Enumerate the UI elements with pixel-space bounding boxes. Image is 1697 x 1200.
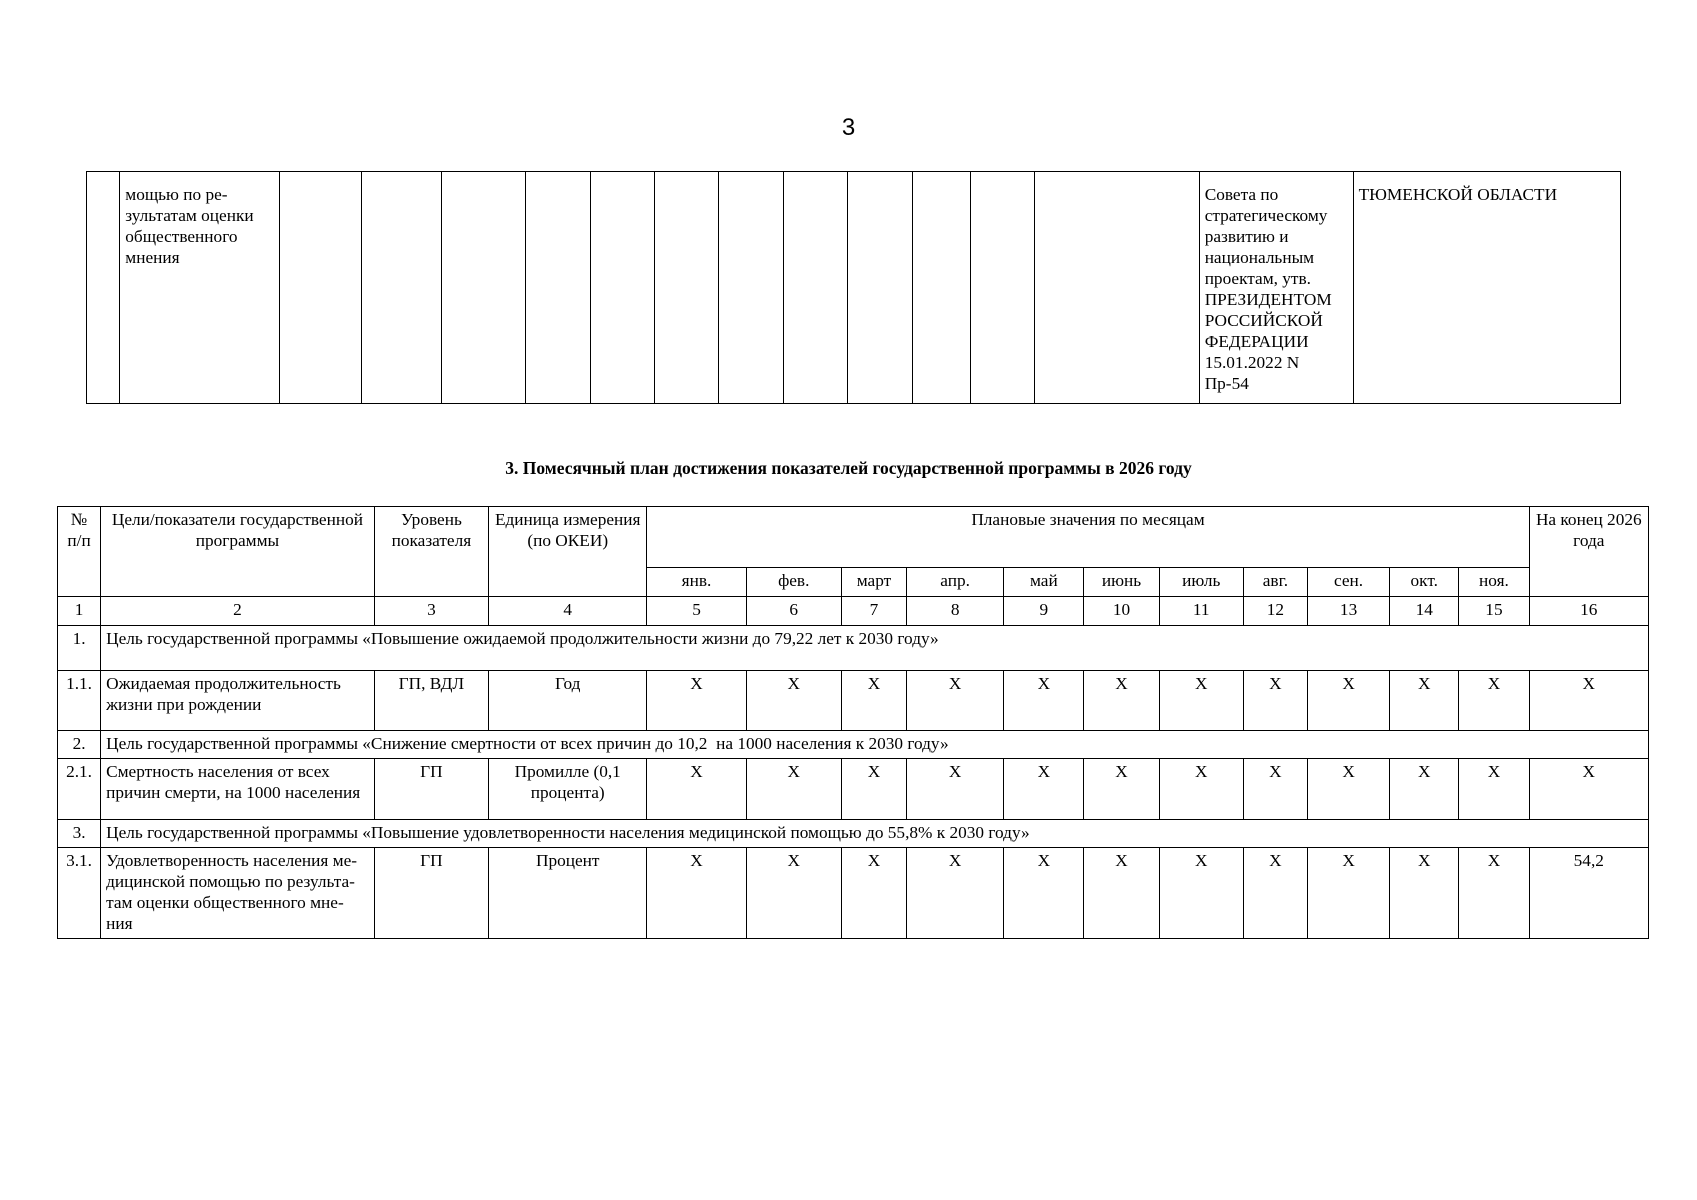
column-number: 7	[841, 597, 906, 626]
column-number: 6	[746, 597, 841, 626]
cont-indicator-name: мощью по ре- зультатам оценки общественного мнения	[120, 172, 280, 404]
month-value: X	[1159, 759, 1243, 820]
column-number: 10	[1084, 597, 1159, 626]
month-value: X	[1459, 671, 1529, 731]
column-number: 2	[101, 597, 375, 626]
month-header: авг.	[1243, 568, 1307, 597]
goal-text: Цель государственной программы «Снижение смертности от всех причин до 10,2 на 1000 населения к 2030 году»	[101, 731, 1649, 759]
month-value: X	[1459, 848, 1529, 939]
monthly-plan-table	[57, 506, 1649, 939]
month-value: X	[746, 848, 841, 939]
month-value: X	[841, 848, 906, 939]
cont-source	[1035, 172, 1199, 404]
indicator-num: 3.1.	[58, 848, 101, 939]
month-value: X	[1084, 848, 1159, 939]
month-value: X	[907, 759, 1004, 820]
month-value: X	[746, 759, 841, 820]
month-header: сен.	[1307, 568, 1389, 597]
month-value: X	[1390, 671, 1459, 731]
goal-row	[58, 626, 1649, 671]
goal-text: Цель государственной программы «Повышение ожидаемой продолжительности жизни до 79,22 лет к 2030 году»	[101, 626, 1649, 671]
cont-cell	[525, 172, 591, 404]
goal-num: 2.	[58, 731, 101, 759]
column-number: 16	[1529, 597, 1648, 626]
header-year-end: На конец 2026 года	[1529, 507, 1648, 597]
column-number: 15	[1459, 597, 1529, 626]
year-end-value: X	[1529, 759, 1648, 820]
header-row	[58, 507, 1649, 568]
column-number: 9	[1004, 597, 1084, 626]
indicator-name: Ожидаемая продолжительность жизни при рождении	[101, 671, 375, 731]
month-value: X	[1307, 759, 1389, 820]
indicator-unit: Процент	[489, 848, 647, 939]
cont-note: ТЮМЕНСКОЙ ОБЛАСТИ	[1353, 172, 1620, 404]
cont-cell	[280, 172, 361, 404]
column-number: 11	[1159, 597, 1243, 626]
cont-cell	[441, 172, 525, 404]
header-unit: Единица измерения (по ОКЕИ)	[489, 507, 647, 597]
indicator-unit: Год	[489, 671, 647, 731]
cont-cell	[970, 172, 1034, 404]
month-value: X	[647, 848, 746, 939]
section-title: 3. Помесячный план достижения показателей государственной программы в 2026 году	[505, 458, 1192, 478]
goal-num: 1.	[58, 626, 101, 671]
indicator-level: ГП, ВДЛ	[374, 671, 488, 731]
indicator-num: 1.1.	[58, 671, 101, 731]
cont-cell	[591, 172, 654, 404]
column-number: 13	[1307, 597, 1389, 626]
month-value: X	[1243, 759, 1307, 820]
goal-num: 3.	[58, 820, 101, 848]
month-header: июль	[1159, 568, 1243, 597]
month-value: X	[1307, 848, 1389, 939]
month-value: X	[1004, 848, 1084, 939]
year-end-value: 54,2	[1529, 848, 1648, 939]
month-header: июнь	[1084, 568, 1159, 597]
year-end-value: X	[1529, 671, 1648, 731]
column-number: 12	[1243, 597, 1307, 626]
cont-cell	[87, 172, 120, 404]
cont-cell	[654, 172, 718, 404]
month-value: X	[1084, 671, 1159, 731]
month-value: X	[746, 671, 841, 731]
goal-row	[58, 820, 1649, 848]
cont-region: Совета по стратегическому развитию и национальным проектам, утв. ПРЕЗИДЕНТОМ РОССИЙСКОЙ ФЕДЕРАЦИИ 15.01.2022 N Пр-54	[1199, 172, 1353, 404]
indicator-unit: Промилле (0,1 процента)	[489, 759, 647, 820]
month-value: X	[1459, 759, 1529, 820]
header-goal: Цели/показатели государственной программы	[101, 507, 375, 597]
header-num: № п/п	[58, 507, 101, 597]
month-value: X	[647, 759, 746, 820]
cont-cell	[783, 172, 847, 404]
cont-cell	[912, 172, 970, 404]
indicator-name: Удовлетворенность населения ме- дицинской помощью по результа- там оценки общественного мне- ния	[101, 848, 375, 939]
cont-cell	[719, 172, 783, 404]
cont-cell	[361, 172, 441, 404]
indicator-name: Смертность населения от всех причин смерти, на 1000 населения	[101, 759, 375, 820]
month-value: X	[1004, 671, 1084, 731]
month-value: X	[1243, 671, 1307, 731]
month-header: янв.	[647, 568, 746, 597]
month-value: X	[1159, 671, 1243, 731]
month-value: X	[1004, 759, 1084, 820]
indicator-level: ГП	[374, 759, 488, 820]
indicator-row	[58, 848, 1649, 939]
header-monthly: Плановые значения по месяцам	[647, 507, 1529, 568]
continuation-table	[86, 171, 1621, 404]
column-number: 5	[647, 597, 746, 626]
month-header: фев.	[746, 568, 841, 597]
header-level: Уровень показателя	[374, 507, 488, 597]
column-numbers-row	[58, 597, 1649, 626]
column-number: 3	[374, 597, 488, 626]
month-value: X	[907, 671, 1004, 731]
column-number: 1	[58, 597, 101, 626]
indicator-num: 2.1.	[58, 759, 101, 820]
month-value: X	[647, 671, 746, 731]
month-header: ноя.	[1459, 568, 1529, 597]
month-header: апр.	[907, 568, 1004, 597]
column-number: 4	[489, 597, 647, 626]
indicator-row	[58, 759, 1649, 820]
month-value: X	[1084, 759, 1159, 820]
month-value: X	[1307, 671, 1389, 731]
month-value: X	[1390, 759, 1459, 820]
cont-cell	[848, 172, 912, 404]
goal-row	[58, 731, 1649, 759]
indicator-level: ГП	[374, 848, 488, 939]
month-value: X	[841, 759, 906, 820]
month-value: X	[841, 671, 906, 731]
page-number: 3	[841, 114, 856, 141]
column-number: 14	[1390, 597, 1459, 626]
column-number: 8	[907, 597, 1004, 626]
month-value: X	[1243, 848, 1307, 939]
goal-text: Цель государственной программы «Повышение удовлетворенности населения медицинской помощью до 55,8% к 2030 году»	[101, 820, 1649, 848]
month-value: X	[1159, 848, 1243, 939]
indicator-row	[58, 671, 1649, 731]
month-value: X	[907, 848, 1004, 939]
continuation-row	[87, 172, 1621, 404]
month-header: окт.	[1390, 568, 1459, 597]
month-value: X	[1390, 848, 1459, 939]
month-header: март	[841, 568, 906, 597]
month-header: май	[1004, 568, 1084, 597]
